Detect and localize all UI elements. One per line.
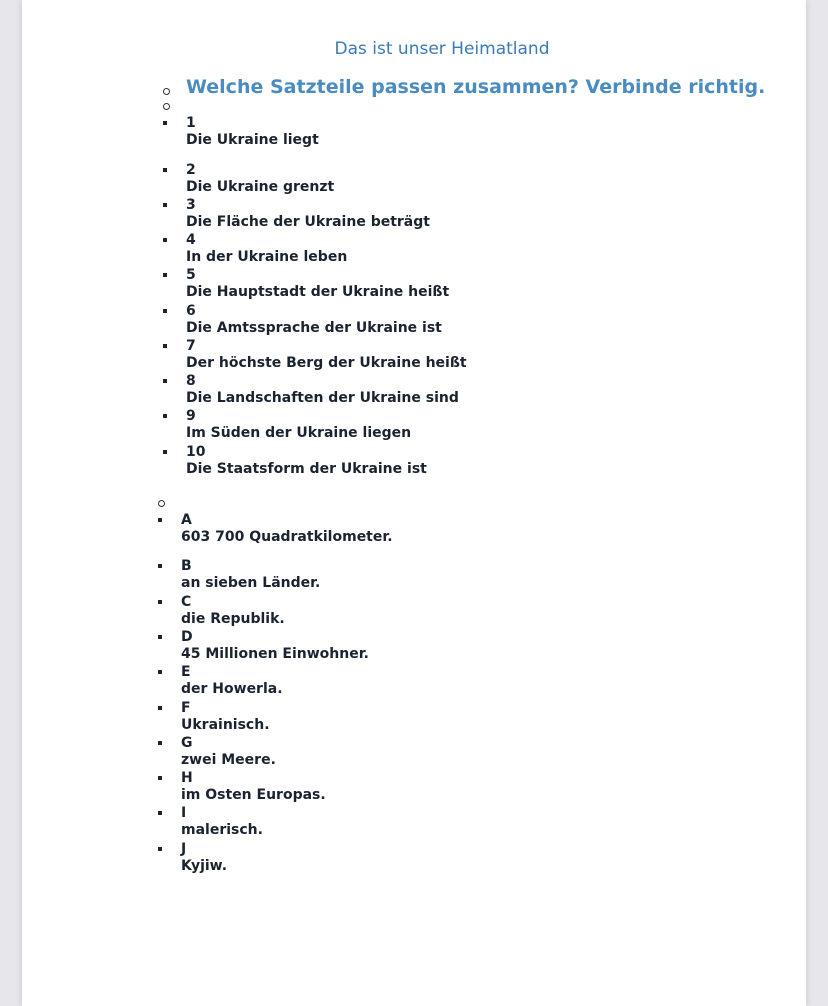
item-number: 5: [186, 267, 196, 283]
item-text: an sieben Länder.: [181, 575, 321, 591]
list-item: [186, 408, 411, 442]
item-number: 7: [186, 338, 196, 354]
item-text: Kyjiw.: [181, 858, 228, 874]
list-item: [181, 664, 283, 698]
list-bullet-square: [158, 518, 162, 522]
item-number: 6: [186, 303, 196, 319]
list-item: [181, 558, 320, 592]
list-item: [186, 444, 427, 478]
item-number: 2: [186, 162, 196, 178]
item-text: Der höchste Berg der Ukraine heißt: [186, 355, 467, 371]
item-letter: B: [181, 558, 192, 574]
list-item: [186, 303, 442, 337]
list-item: [186, 267, 449, 301]
item-letter: C: [181, 594, 192, 610]
item-text: 45 Millionen Einwohner.: [181, 646, 369, 662]
item-text: zwei Meere.: [181, 752, 276, 768]
item-text: Im Süden der Ukraine liegen: [186, 425, 412, 441]
item-number: 3: [186, 197, 196, 213]
list-item: [186, 232, 347, 266]
list-bullet-square: [158, 847, 162, 851]
list-item: [181, 770, 326, 804]
item-letter: I: [181, 805, 187, 821]
item-text: Die Landschaften der Ukraine sind: [186, 390, 459, 406]
list-bullet-square: [158, 706, 162, 710]
list-bullet-square: [158, 564, 162, 568]
item-text: In der Ukraine leben: [186, 249, 348, 265]
item-letter: J: [181, 841, 187, 857]
item-text: der Howerla.: [181, 681, 283, 697]
list-bullet-square: [163, 309, 167, 313]
item-text: malerisch.: [181, 822, 263, 838]
item-number: 1: [186, 115, 196, 131]
list-item: [186, 115, 319, 149]
list-bullet-square: [163, 121, 167, 125]
list-bullet-circle: [163, 103, 170, 110]
item-letter: A: [181, 512, 192, 528]
list-bullet-square: [158, 811, 162, 815]
list-item: [181, 512, 393, 546]
list-bullet-square: [163, 450, 167, 454]
list-bullet-square: [163, 379, 167, 383]
list-bullet-square: [158, 741, 162, 745]
item-letter: H: [181, 770, 193, 786]
list-item: [181, 841, 227, 875]
list-bullet-square: [158, 670, 162, 674]
item-text: im Osten Europas.: [181, 787, 326, 803]
list-bullet-square: [163, 344, 167, 348]
item-letter: E: [181, 664, 191, 680]
list-item: [181, 735, 276, 769]
item-number: 9: [186, 408, 196, 424]
list-bullet-square: [158, 776, 162, 780]
item-text: Die Fläche der Ukraine beträgt: [186, 214, 430, 230]
list-bullet-square: [158, 635, 162, 639]
item-text: Die Ukraine liegt: [186, 132, 319, 148]
item-number: 4: [186, 232, 196, 248]
exercise-heading: Welche Satzteile passen zusammen? Verbinde richtig.: [186, 76, 766, 98]
item-letter: G: [181, 735, 193, 751]
item-text: Ukrainisch.: [181, 717, 270, 733]
list-item: [181, 805, 263, 839]
list-bullet-square: [163, 414, 167, 418]
item-number: 8: [186, 373, 196, 389]
list-item: [181, 700, 270, 734]
list-item: [186, 162, 334, 196]
list-item: [181, 629, 369, 663]
item-text: die Republik.: [181, 611, 285, 627]
item-text: Die Ukraine grenzt: [186, 179, 335, 195]
item-number: 10: [186, 444, 206, 460]
item-text: 603 700 Quadratkilometer.: [181, 529, 393, 545]
list-bullet-square: [163, 168, 167, 172]
document-page: [22, 0, 806, 1006]
list-bullet-square: [163, 203, 167, 207]
list-item: [186, 338, 467, 372]
list-bullet-square: [158, 600, 162, 604]
item-letter: F: [181, 700, 191, 716]
list-bullet-circle: [163, 88, 170, 95]
item-text: Die Staatsform der Ukraine ist: [186, 461, 427, 477]
list-item: [186, 373, 459, 407]
list-item: [186, 197, 430, 231]
item-text: Die Hauptstadt der Ukraine heißt: [186, 284, 450, 300]
item-letter: D: [181, 629, 193, 645]
list-bullet-square: [163, 238, 167, 242]
list-bullet-square: [163, 273, 167, 277]
list-bullet-circle: [158, 500, 165, 507]
page-title: Das ist unser Heimatland: [334, 39, 550, 59]
item-text: Die Amtssprache der Ukraine ist: [186, 320, 442, 336]
list-item: [181, 594, 285, 628]
